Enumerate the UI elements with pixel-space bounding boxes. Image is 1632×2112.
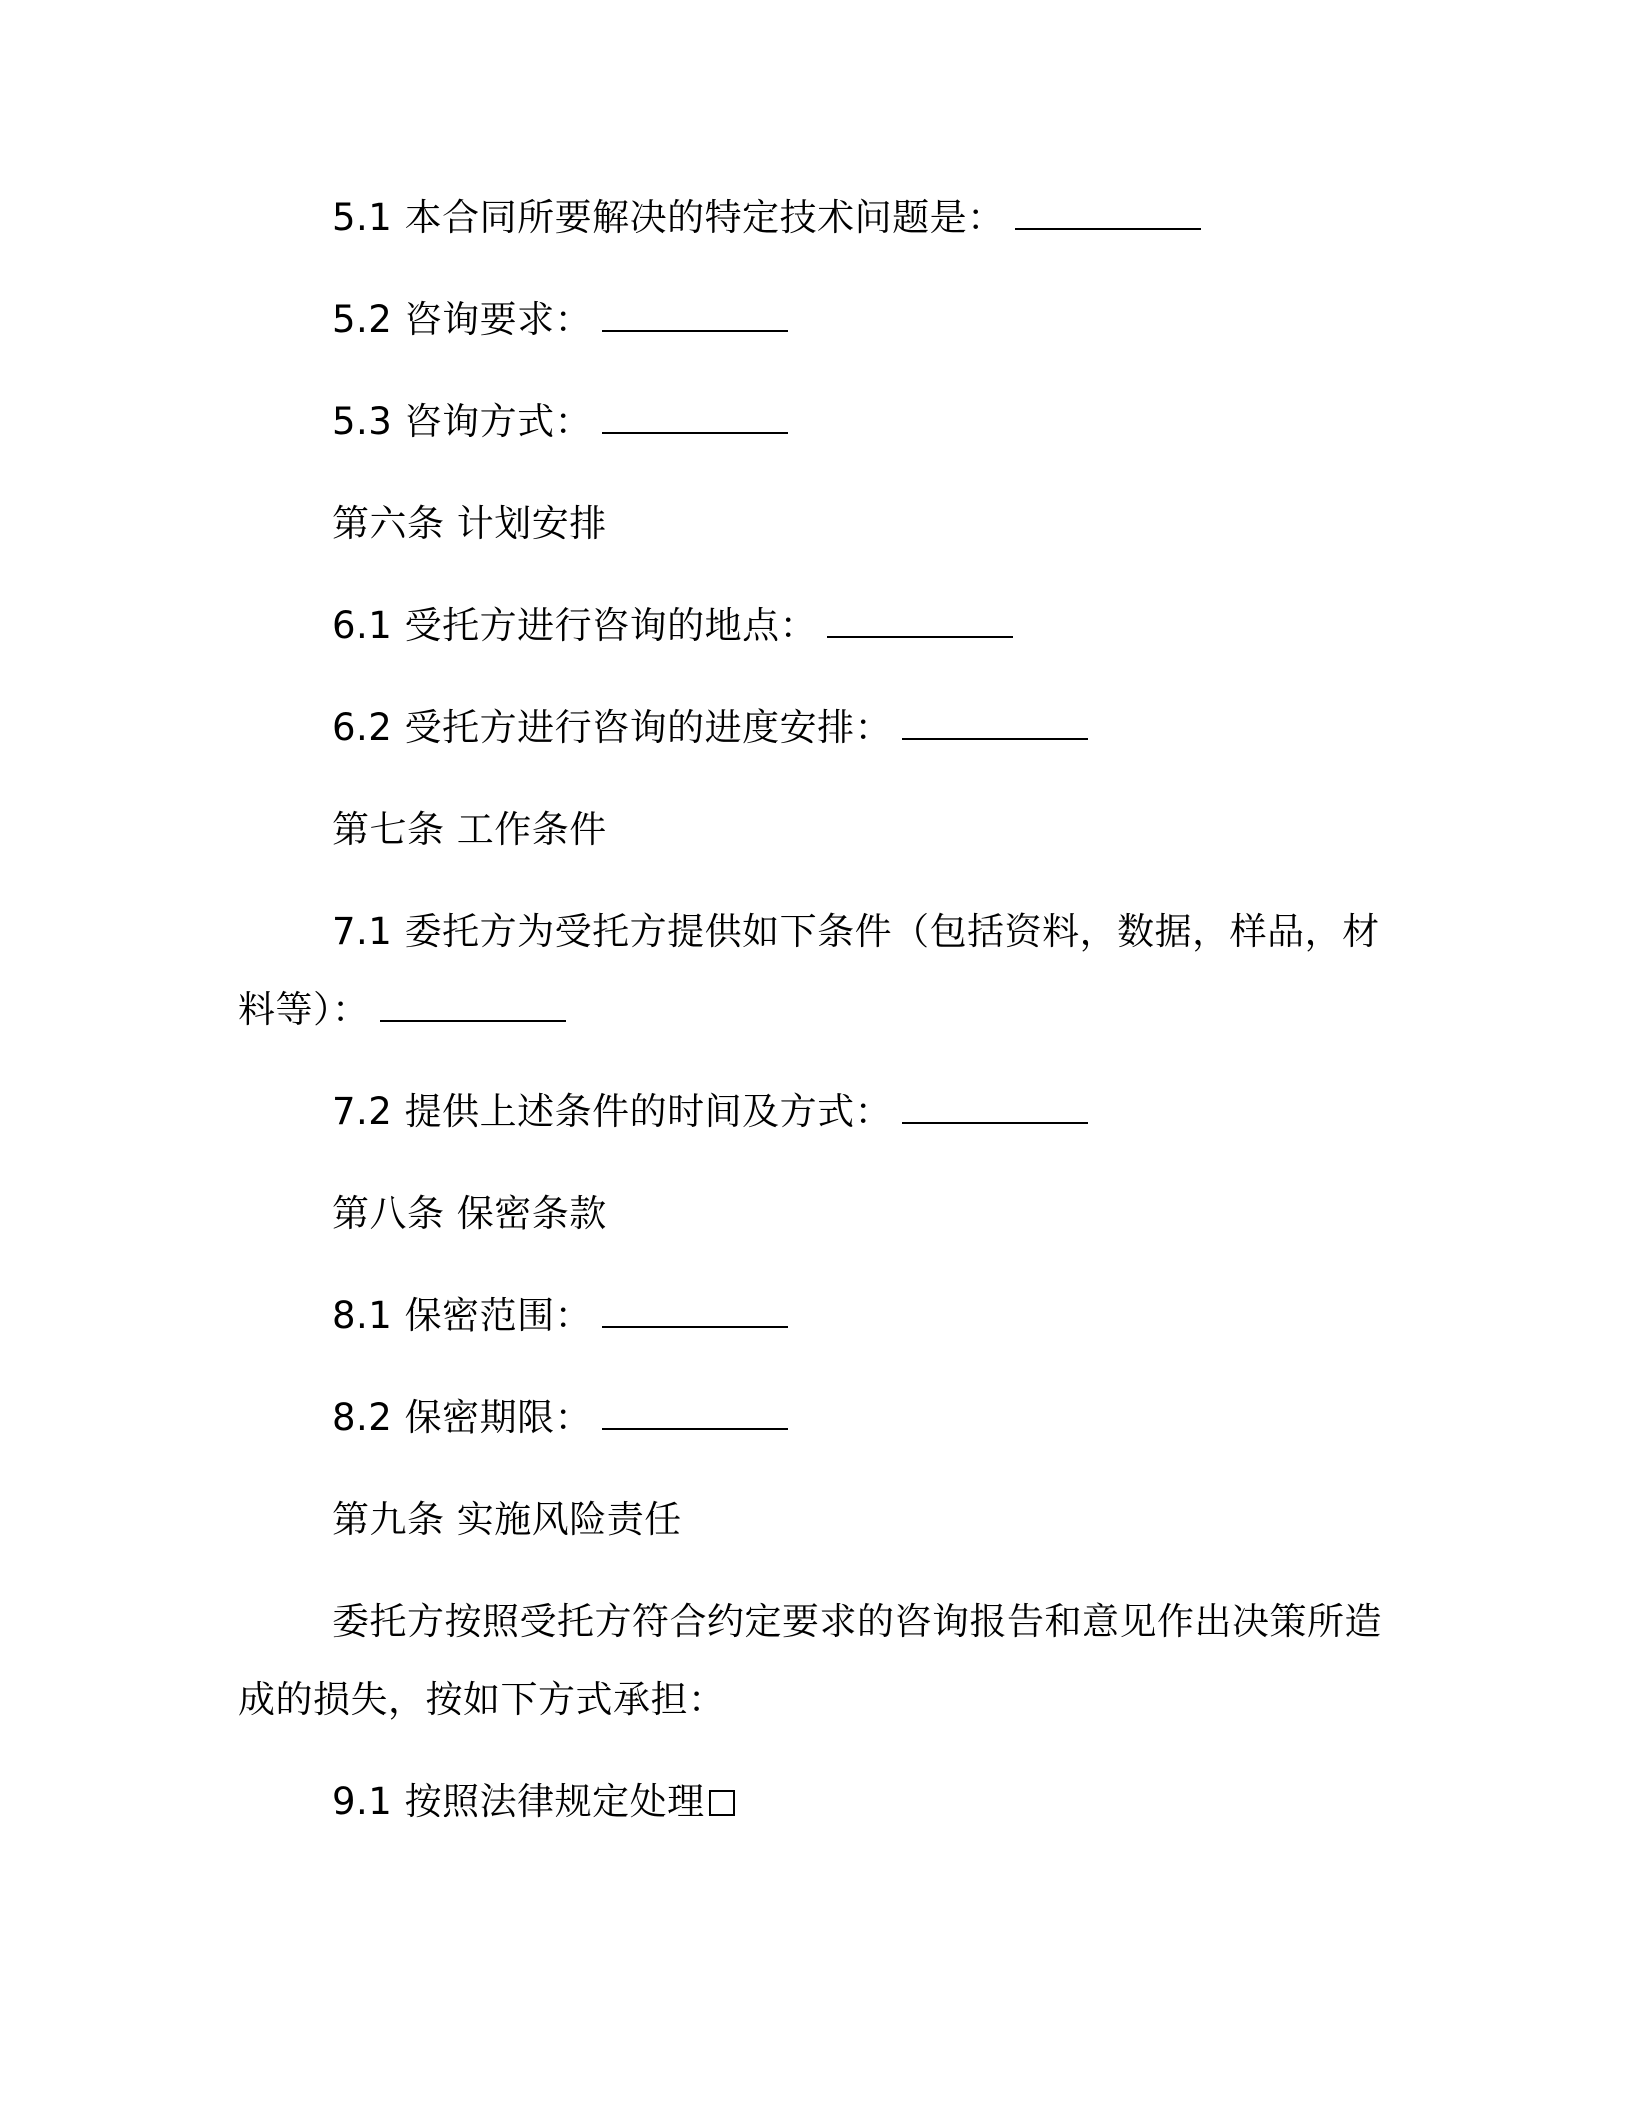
- fill-in-blank-6-2[interactable]: [902, 710, 1088, 740]
- article-7-heading-text: 第七条 工作条件: [332, 808, 607, 851]
- article-9-paragraph-line-2: [238, 1678, 726, 1722]
- clause-9-1-text: 9.1 按照法律规定处理: [332, 1780, 705, 1823]
- clause-9-1-checkbox[interactable]: [709, 1790, 735, 1816]
- fill-in-blank-6-1[interactable]: [827, 608, 1013, 638]
- fill-in-blank-7-2[interactable]: [902, 1094, 1088, 1124]
- clause-5-3-text: 5.3 咨询方式：: [332, 400, 593, 443]
- article-9-paragraph-line-1: [332, 1600, 1382, 1644]
- fill-in-blank-5-2[interactable]: [602, 302, 788, 332]
- clause-6-1: [332, 604, 1013, 648]
- clause-7-2: [332, 1090, 1088, 1134]
- fill-in-blank-8-1[interactable]: [602, 1298, 788, 1328]
- article-9-paragraph-text-part-1: 委托方按照受托方符合约定要求的咨询报告和意见作出决策所造: [332, 1600, 1382, 1643]
- fill-in-blank-7-1[interactable]: [380, 992, 566, 1022]
- clause-7-1-line-1: [332, 910, 1380, 954]
- clause-8-1-text: 8.1 保密范围：: [332, 1294, 593, 1337]
- clause-6-2-text: 6.2 受托方进行咨询的进度安排：: [332, 706, 893, 749]
- clause-7-2-text: 7.2 提供上述条件的时间及方式：: [332, 1090, 893, 1133]
- clause-6-1-text: 6.1 受托方进行咨询的地点：: [332, 604, 818, 647]
- article-9-heading: [332, 1498, 682, 1542]
- clause-5-2-text: 5.2 咨询要求：: [332, 298, 593, 341]
- clause-8-1: [332, 1294, 788, 1338]
- article-8-heading: [332, 1192, 607, 1236]
- article-6-heading: [332, 502, 607, 546]
- clause-5-1-text: 5.1 本合同所要解决的特定技术问题是：: [332, 196, 1005, 239]
- clause-5-3: [332, 400, 788, 444]
- article-7-heading: [332, 808, 607, 852]
- clause-7-1-line-2: [238, 988, 566, 1032]
- fill-in-blank-5-3[interactable]: [602, 404, 788, 434]
- clause-8-2: [332, 1396, 788, 1440]
- clause-5-1: [332, 196, 1201, 240]
- article-6-heading-text: 第六条 计划安排: [332, 502, 607, 545]
- article-9-heading-text: 第九条 实施风险责任: [332, 1498, 682, 1541]
- clause-6-2: [332, 706, 1088, 750]
- fill-in-blank-8-2[interactable]: [602, 1400, 788, 1430]
- clause-5-2: [332, 298, 788, 342]
- article-8-heading-text: 第八条 保密条款: [332, 1192, 607, 1235]
- fill-in-blank-5-1[interactable]: [1015, 200, 1201, 230]
- clause-8-2-text: 8.2 保密期限：: [332, 1396, 593, 1439]
- clause-7-1-text-part-2: 料等）：: [238, 988, 370, 1031]
- article-9-paragraph-text-part-2: 成的损失，按如下方式承担：: [238, 1678, 726, 1721]
- clause-7-1-text-part-1: 7.1 委托方为受托方提供如下条件（包括资料，数据，样品，材: [332, 910, 1380, 953]
- clause-9-1: [332, 1780, 735, 1824]
